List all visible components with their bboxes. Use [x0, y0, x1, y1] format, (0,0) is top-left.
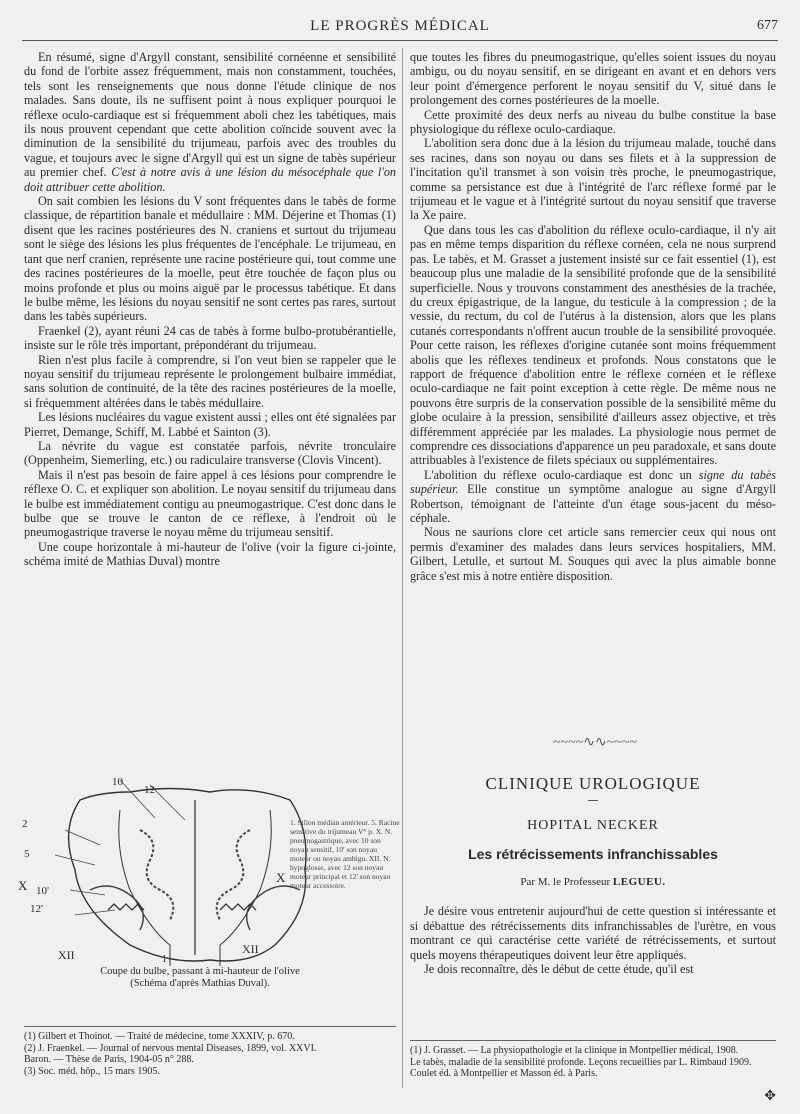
fig-label: 12: [144, 784, 155, 796]
paragraph: Fraenkel (2), ayant réuni 24 cas de tabès à forme bulbo-protubérantielle, insiste sur le rôle très important, prépondérant du trijumeau.: [24, 323, 396, 353]
fig-label: X: [276, 870, 286, 885]
paragraph: Rien n'est plus facile à comprendre, si l'on veut bien se rappeler que le noyau sensitif du trijumeau représente le prolongement bulbaire immédiat, sans solution de continuité, de la tête des racines postérieures de la moelle, si fréquemment altérées dans le tabès médullaire.: [24, 352, 396, 410]
right-column: [410, 50, 776, 583]
paragraph: Cette proximité des deux nerfs au niveau du bulbe constitue la base physiologique du réflexe oculo-cardiaque.: [410, 107, 776, 137]
fig-label: XII: [58, 948, 75, 962]
byline: [410, 876, 776, 888]
journal-title: LE PROGRÈS MÉDICAL: [310, 18, 490, 34]
page-header: [22, 14, 778, 41]
paragraph-text: En résumé, signe d'Argyll constant, sensibilité cornéenne et sensibilité du fond de l'orbite assez fréquemment, mais non constamment, touchées, tels sont les renseignements que nous donne l'étude clinique de nos malades. Sans doute, ils ne suffisent point à nous expliquer pourquoi le réflexe oculo-cardiaque est si fréquemment aboli chez les tabétiques, mais ils nous prouvent cependant que cette abolition coïncide souvent avec la diminution de la sensibilité du trijumeau, parfois avec des troubles du vague, et toujours avec le signe d'Argyll qui est un signe de tabès supérieur au premier chef.: [24, 50, 396, 180]
caption-line: (Schéma d'après Mathias Duval).: [130, 978, 270, 989]
fig-label: XII: [242, 942, 259, 956]
paragraph: que toutes les fibres du pneumogastrique, qu'elles soient issues du noyau ambigu, ou du noyau sensitif, en se dirigeant en avant et en dehors vers leur point d'émergence perforent le noyau sensitif du V, situé dans le prolongement des cornes postérieures de la moelle.: [410, 50, 776, 108]
footnote: (1) Gilbert et Thoinot. — Traité de médecine, tome XXXIV, p. 670.: [24, 1031, 295, 1042]
footnote: (3) Soc. méd. hôp., 15 mars 1905.: [24, 1065, 160, 1077]
paragraph: [24, 50, 396, 194]
paragraph-text: L'abolition du réflexe oculo-cardiaque est donc un: [424, 467, 692, 482]
paragraph: [410, 468, 776, 526]
paragraph-text: Elle constitue un symptôme analogue au signe d'Argyll Robertson, témoignant de l'atteinte d'un étage sous-jacent du méso-céphale.: [410, 482, 776, 525]
article-body: [410, 904, 776, 977]
footnote: Le tabès, maladie de la sensibilité profonde. Leçons recueillies par L. Rimbaud 1909. Coulet éd. à Montpellier et Masson éd. à Paris.: [410, 1056, 752, 1079]
paragraph: Que dans tous les cas d'abolition du réflexe oculo-cardiaque, il n'y ait pas en même temps disparition du réflexe cornéen, cela ne nous surprend pas. Le tabès, et M. Grasset a justement insisté sur ce fait essentiel (1), est beaucoup plus une maladie de la sensibilité profonde que de la sensibilité superficielle. Nous y trouvons constamment des anesthésies de la trachée, du creux épigastrique, de la langue, du testicule à la compression ; de la vessie, du rectum, du col de l'utérus à la distension, alors que les plans cutanés correspondants n'offrent aucun trouble de la sensibilité provoquée. Pour cette raison, les réflexes d'origine cutanée sont moins fréquemment abolis que les réflexes tendineux et profonds. Nous constatons que le rapport de fréquence d'abolition entre le réflexe cornéen et le réflexe oculo-cardiaque ne fait point exception à cette règle. De même nous ne pouvons être surpris de la conservation possible de la sensibilité même du globe oculaire à la pression, sensibilité d'ailleurs assez objective, et très différemment appréciée par les malades. La physiologie nous permet de comprendre ces dissociations d'apparence un peu paradoxale, et sans doute attribuables à l'existence de filets spéciaux ou supplémentaires.: [410, 222, 776, 468]
paragraph: On sait combien les lésions du V sont fréquentes dans le tabès de forme classique, de répartition banale et médullaire : MM. Déjerine et Thomas (1) disent que les racines postérieures des N. craniens et surtout du trijumeau sont le siège des lésions les plus fréquentes de l'encéphale. Le trijumeau, en tant que nerf cranien, représente une racine postérieure qui, tout comme une des racines postérieures de la moelle, peut être touchée de façon plus ou moins profonde et plus ou moins aiguë par le processus tabétique. Et dans le bulbe même, les lésions du noyau sensitif ne sont certes pas rares, surtout dans les tabès supérieurs.: [24, 194, 396, 324]
paragraph: Les lésions nucléaires du vague existent aussi ; elles ont été signalées par Pierret, Demange, Schiff, M. Labbé et Sainton (3).: [24, 410, 396, 439]
hospital-title: HOPITAL NECKER: [527, 818, 659, 833]
italic-text: C'est à notre avis à une lésion du mésocéphale que l'on doit attribuer cette abolition.: [24, 165, 397, 194]
paragraph: Une coupe horizontale à mi-hauteur de l'olive (voir la figure ci-jointe, schéma imité de Mathias Duval) montre: [24, 539, 396, 569]
article-title: Les rétrécissements infranchissables: [468, 846, 718, 862]
ornament-divider: ~~~~∿∿~~~~: [552, 735, 638, 750]
caption-line: Coupe du bulbe, passant à mi-hauteur de l'olive: [100, 966, 300, 977]
paragraph: Mais il n'est pas besoin de faire appel à ces lésions pour comprendre le réflexe O. C. et expliquer son abolition. Le noyau sensitif du trijumeau dans le bulbe est immédiatement contigu au pneumogastrique. C'est donc dans le bulbe que se trouve le canton de ce réflexe, à l'endroit où le pneumogastrique traverse le noyau même du trijumeau sensitif.: [24, 467, 396, 540]
paragraph: L'abolition sera donc due à la lésion du trijumeau malade, touché dans ses racines, dans son noyau ou dans ses filets et à la suppression de l'incitation qu'il transmet à son voisin très proche, le pneumogastrique, comme sa persistance est due à l'intégrité de l'arc réflexe formé par le trijumeau et le vague et à l'intégrité surtout du noyau sensitif que traverse la Xe paire.: [410, 136, 776, 223]
footnotes-left: [24, 1026, 396, 1077]
fleuron-icon: ✥: [764, 1089, 776, 1104]
byline-prefix: Par M. le Professeur: [520, 876, 611, 888]
author-name: LEGUEU.: [612, 876, 666, 888]
paragraph: Je désire vous entretenir aujourd'hui de cette question si intéressante et si débattue des rétrécissements dits infranchissables de l'urètre, en vous montrant ce qui caractérise cette variété de rétrécissements, et surtout quels moyens thérapeutiques doivent leur être appliqués.: [410, 904, 776, 962]
footnote: (2) J. Fraenkel. — Journal of nervous mental Diseases, 1899, vol. XXVI.: [24, 1042, 317, 1054]
page-number: 677: [757, 18, 778, 33]
left-column: [24, 50, 396, 569]
paragraph: Je dois reconnaître, dès le début de cette étude, qu'il est: [424, 962, 694, 977]
fig-label: 10': [36, 885, 49, 897]
section-title: CLINIQUE UROLOGIQUE: [485, 774, 701, 793]
fig-label: 5: [24, 848, 30, 860]
paragraph: La névrite du vague est constatée parfois, névrite tronculaire (Oppenheim, Siemerling, etc.) ou radiculaire transverse (Clovis Vincent).: [24, 438, 396, 468]
figure-caption: [60, 966, 340, 990]
title-rule: [588, 800, 598, 801]
fig-label: 2: [22, 818, 28, 830]
fig-label: X: [18, 878, 28, 893]
footnote: Baron. — Thèse de Paris, 1904-05 n° 288.: [24, 1054, 194, 1065]
fig-label: 10: [112, 776, 123, 788]
fig-label: 12': [30, 903, 43, 915]
fig-label: 1: [162, 954, 167, 965]
column-divider: [402, 48, 403, 1088]
italic-text: signe du tabès supérieur.: [410, 467, 776, 497]
footnote: (1) J. Grasset. — La physiopathologie et la clinique in Montpellier médical, 1908.: [410, 1045, 739, 1056]
footnotes-right: [410, 1040, 776, 1080]
paragraph: Nous ne saurions clore cet article sans remercier ceux qui nous ont permis d'examiner des malades dans leurs services hospitaliers, MM. Gilbert, Letulle, et surtout M. Souques qui avec la plus aimable bonne grâce s'est mis à notre entière disposition.: [410, 525, 776, 583]
figure-legend: 1. Sillon médian antérieur. 5. Racine sensitive du trijumeau V° p. X. N. pneumogastrique, avec 10 son noyau sensitif, 10' son noyau moteur ou noyau ambigu. XII. N. hypoglosse, avec 12 son noyau moteur principal et 12' son noyau moteur accessoire.: [290, 818, 400, 890]
